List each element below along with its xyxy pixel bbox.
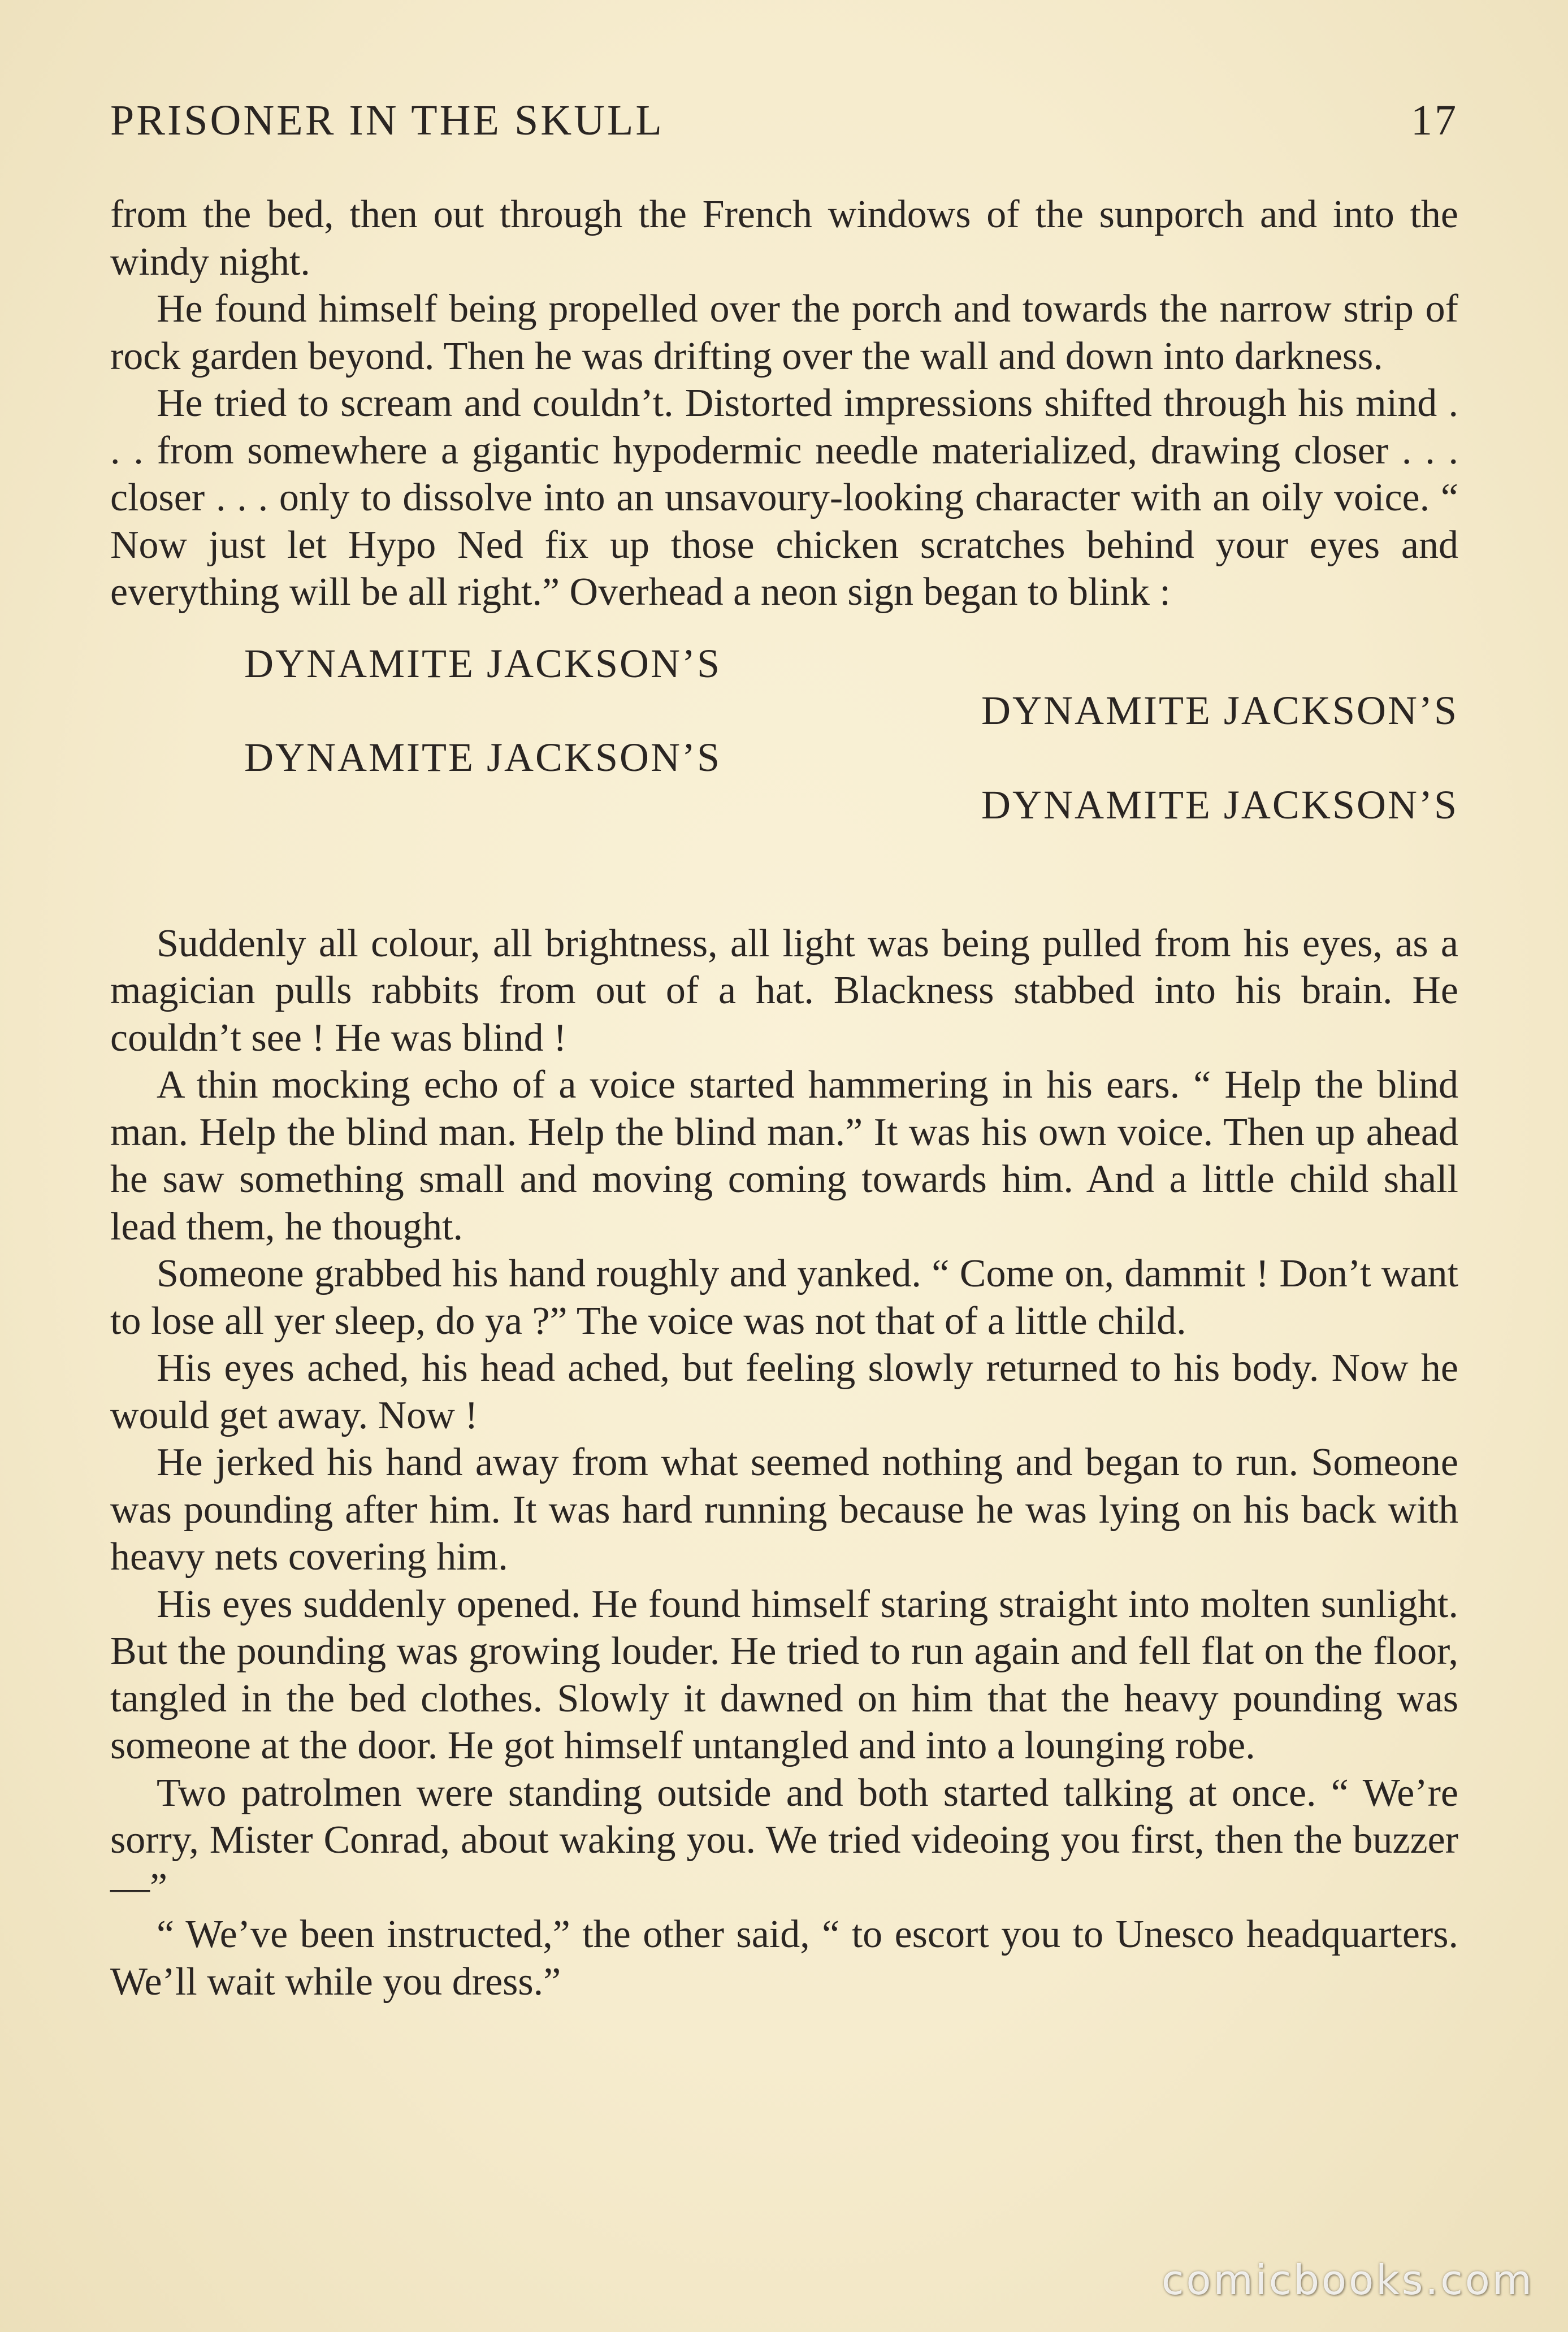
paragraph: He tried to scream and couldn’t. Distorted impressions shifted through his mind . . . from somewhere a gigantic hypodermic needle materialized, drawing closer . . . closer . . . only to dissolve into an unsavoury-looking character with an oily voice. “ Now just let Hypo Ned fix up those chicken scratches behind your eyes and everything will be all right.” Overhead a neon sign began to blink : [110,382,1458,614]
running-header [110,96,1458,153]
paragraph: Someone grabbed his hand roughly and yanked. “ Come on, dammit ! Don’t want to lose all yer sleep, do ya ?” The voice was not that of a little child. [110,1252,1458,1343]
paragraph: He jerked his hand away from what seemed nothing and began to run. Someone was pounding after him. It was hard running because he was lying on his back with heavy nets covering him. [110,1441,1458,1579]
body-text [110,191,1458,2005]
paragraph: A thin mocking echo of a voice started hammering in his ears. “ Help the blind man. Help the blind man. Help the blind man.” It was his own voice. Then up ahead he saw something small and moving coming towards him. And a little child shall lead them, he thought. [110,1063,1458,1249]
neon-sign-line: DYNAMITE JACKSON’S [981,687,1458,733]
paragraph: His eyes ached, his head ached, but feeling slowly returned to his body. Now he would get away. Now ! [110,1346,1458,1437]
paragraph: Two patrolmen were standing outside and both started talking at once. “ We’re sorry, Mister Conrad, about waking you. We tried videoing you first, then the buzzer—” [110,1771,1458,1909]
running-title: PRISONER IN THE SKULL [110,97,664,144]
neon-sign-line: DYNAMITE JACKSON’S [981,782,1458,827]
neon-sign-line: DYNAMITE JACKSON’S [244,640,722,686]
paragraph: His eyes suddenly opened. He found himself staring straight into molten sunlight. But the pounding was growing louder. He tried to run again and fell flat on the floor, tangled in the bed clothes. Slowly it dawned on him that the heavy pounding was someone at the door. He got himself untangled and into a lounging robe. [110,1582,1458,1767]
paragraph: from the bed, then out through the French windows of the sunporch and into the windy night. [110,193,1458,284]
page-number: 17 [1411,97,1458,144]
paragraph: He found himself being propelled over the porch and towards the narrow strip of rock garden beyond. Then he was drifting over the wall and down into darkness. [110,287,1458,378]
neon-sign-block [110,640,1458,920]
paragraph: “ We’ve been instructed,” the other said, “ to escort you to Unesco headquarters. We’ll wait while you dress.” [110,1913,1458,2004]
watermark-logo: comicbooks.com [1161,2256,1534,2304]
neon-sign-line: DYNAMITE JACKSON’S [244,734,722,780]
paragraph: Suddenly all colour, all brightness, all light was being pulled from his eyes, as a magician pulls rabbits from out of a hat. Blackness stabbed into his brain. He couldn’t see ! He was blind ! [110,921,1458,1060]
